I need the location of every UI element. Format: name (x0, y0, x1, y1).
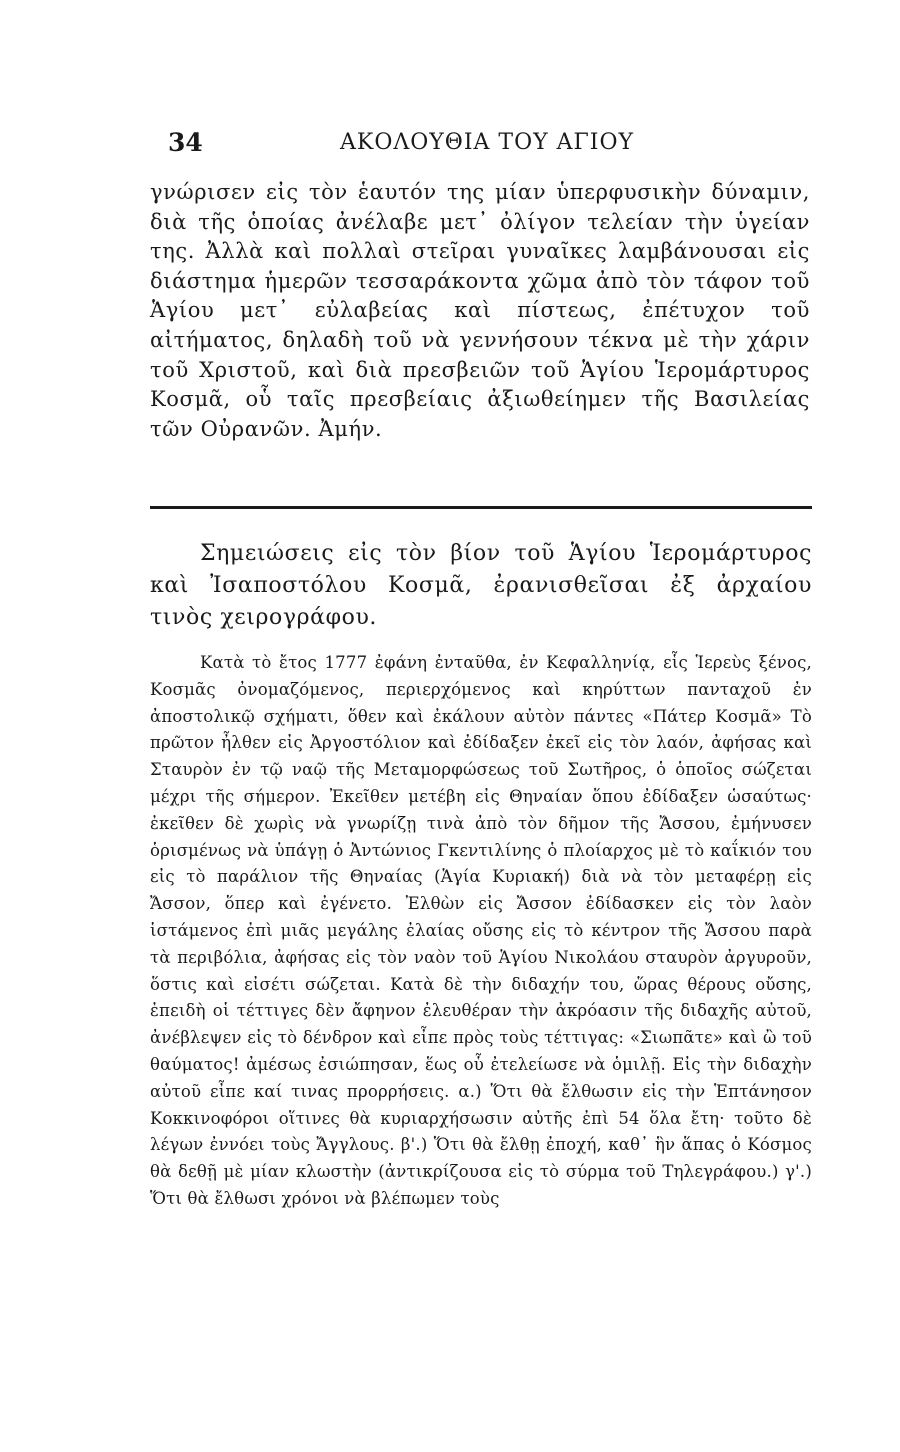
page-number: 34 (168, 128, 203, 157)
page-header (168, 128, 818, 168)
upper-text-block (150, 178, 810, 444)
notes-paragraph: Κατὰ τὸ ἔτος 1777 ἐφάνη ἐνταῦθα, ἐν Κεφαλληνίᾳ, εἷς Ἱερεὺς ξένος, Κοσμᾶς ὀνομαζόμενος, περιερχόμενος καὶ κηρύττων πανταχοῦ ἐν ἀποστολικῷ σχήματι, ὅθεν καὶ ἐκάλουν αὐτὸν πάντες «Πάτερ Κοσμᾶ» Τὸ πρῶτον ἦλθεν εἰς Ἀργοστόλιον καὶ ἐδίδαξεν ἐκεῖ εἰς τὸν λαόν, ἀφήσας καὶ Σταυρὸν ἐν τῷ ναῷ τῆς Μεταμορφώσεως τοῦ Σωτῆρος, ὁ ὁποῖος σώζεται μέχρι τῆς σήμερον. Ἐκεῖθεν μετέβη εἰς Θηναίαν ὅπου ἐδίδαξεν ὡσαύτως· ἐκεῖθεν δὲ χωρὶς νὰ γνωρίζῃ τινὰ ἀπὸ τὸν δῆμον τῆς Ἄσσου, ἐμήνυσεν ὁρισμένως νὰ ὑπάγῃ ὁ Ἀντώνιος Γκεντιλίνης ὁ πλοίαρχος μὲ τὸ καΐκιόν του εἰς τὸ παράλιον τῆς Θηναίας (Ἁγία Κυριακή) διὰ νὰ τὸν μεταφέρῃ εἰς Ἄσσον, ὅπερ καὶ ἐγένετο. Ἐλθὼν εἰς Ἄσσον ἐδίδασκεν εἰς τὸν λαὸν ἱστάμενος ἐπὶ μιᾶς μεγάλης ἐλαίας οὔσης εἰς τὸ κέντρον τῆς Ἄσσου παρὰ τὰ περιβόλια, ἀφήσας εἰς τὸν ναὸν τοῦ Ἁγίου Νικολάου σταυρὸν ἀργυροῦν, ὅστις καὶ εἰσέτι σώζεται. Κατὰ δὲ τὴν διδαχήν του, ὥρας θέρους οὔσης, ἐπειδὴ οἱ τέττιγες δὲν ἄφηνον ἐλευθέραν τὴν ἀκρόασιν τῆς διδαχῆς αὐτοῦ, ἀνέβλεψεν εἰς τὸ δένδρον καὶ εἶπε πρὸς τοὺς τέττιγας: «Σιωπᾶτε» καὶ ὢ τοῦ θαύματος! ἀμέσως ἐσιώπησαν, ἕως οὗ ἐτελείωσε νὰ ὁμιλῇ. Εἰς τὴν διδαχὴν αὐτοῦ εἶπε καί τινας προρρήσεις. α.) Ὅτι θὰ ἔλθωσιν εἰς τὴν Ἑπτάνησον Κοκκινοφόροι οἵτινες θὰ κυριαρχήσωσιν αὐτῆς ἐπὶ 54 ὅλα ἔτη· τοῦτο δὲ λέγων ἐννόει τοὺς Ἄγγλους. β'.) Ὅτι θὰ ἔλθῃ ἐποχή, καθ᾿ ἣν ἅπας ὁ Κόσμος θὰ δεθῇ μὲ μίαν κλωστὴν (ἀντικρίζουσα εἰς τὸ σύρμα τοῦ Τηλεγράφου.) γ'.) Ὅτι θὰ ἔλθωσι χρόνοι νὰ βλέπωμεν τοὺς (150, 653, 812, 1208)
upper-paragraph: γνώρισεν εἰς τὸν ἑαυτόν της μίαν ὑπερφυσικὴν δύναμιν, διὰ τῆς ὁποίας ἀνέλαβε μετ᾿ ὀλίγον τελείαν τὴν ὑγείαν της. Ἀλλὰ καὶ πολλαὶ στεῖραι γυναῖκες λαμβάνουσαι εἰς διάστημα ἡμερῶν τεσσαράκοντα χῶμα ἀπὸ τὸν τάφον τοῦ Ἁγίου μετ᾿ εὐλαβείας καὶ πίστεως, ἐπέτυχον τοῦ αἰτήματος, δηλαδὴ τοῦ νὰ γεννήσουν τέκνα μὲ τὴν χάριν τοῦ Χριστοῦ, καὶ διὰ πρεσβειῶν τοῦ Ἁγίου Ἱερομάρτυρος Κοσμᾶ, οὗ ταῖς πρεσβείαις ἀξιωθείημεν τῆς Βασιλείας τῶν Οὐρανῶν. Ἀμήν. (150, 180, 810, 441)
running-head: ΑΚΟΛΟΥΘΙΑ ΤΟΥ ΑΓΙΟΥ (340, 130, 635, 155)
notes-heading: Σημειώσεις εἰς τὸν βίον τοῦ Ἁγίου Ἱερομάρτυρος καὶ Ἰσαποστόλου Κοσμᾶ, ἐρανισθεῖσαι ἐξ ἀρχαίου τινὸς χειρογράφου. (150, 541, 812, 630)
notes-text-block (150, 650, 812, 1213)
horizontal-rule (150, 506, 812, 509)
